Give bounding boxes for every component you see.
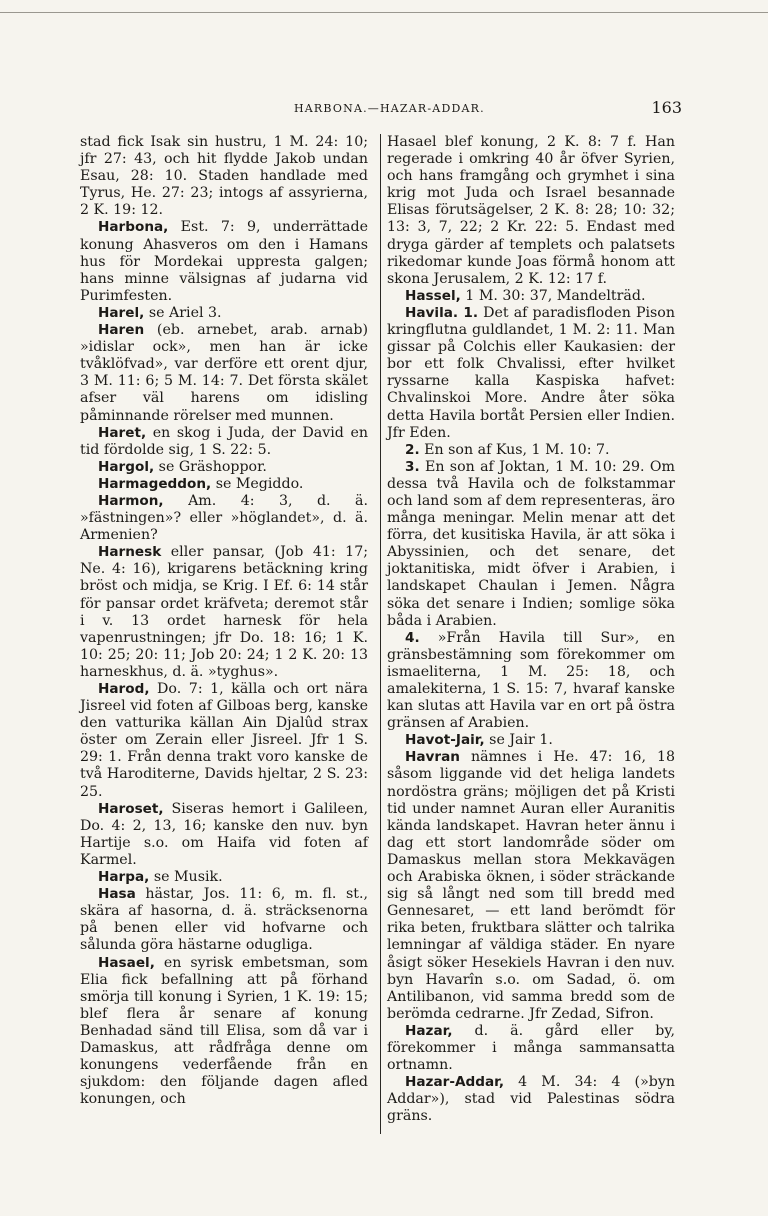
page-number: 163 — [651, 98, 682, 117]
dictionary-entry — [80, 955, 368, 1109]
dictionary-entry — [387, 459, 675, 630]
dictionary-entry — [80, 544, 368, 681]
entry-headword: Hasa — [98, 886, 136, 903]
right-column — [387, 134, 675, 1125]
entry-text: Hasael blef konung, 2 K. 8: 7 f. Han regerade i omkring 40 år öfver Syrien, och hans framgång och grymhet i sina krig mot Juda och Israel besannade Elisas förutsägelser, 2 K. 8: 28; 10: 32; 13: 3, 7, 22; 2 Kr. 22: 5. Endast med dryga gärder af templets och palatsets rikedomar kunde Joas förmå honom att skona Jerusalem, 2 K. 12: 17 f. — [387, 134, 675, 287]
entry-text: stad fick Isak sin hustru, 1 M. 24: 10; jfr 27: 43, och hit flydde Jakob undan Esau, 28: 10. Staden handlade med Tyrus, He. 27: 23; intogs af assyrierna, 2 K. 19: 12. — [80, 134, 368, 219]
entry-text: se Ariel 3. — [144, 304, 222, 321]
entry-text: Do. 7: 1, källa och ort nära Jisreel vid foten af Gilboas berg, kanske den vatturika källan Ain Djalûd strax öster om Zerain eller Jisreel. Jfr 1 S. 29: 1. Från denna trakt voro kanske de två Haroditerne, Davids hjeltar, 2 S. 23: 25. — [80, 681, 368, 800]
entry-headword: Haren — [98, 322, 145, 339]
dictionary-entry — [80, 493, 368, 544]
entry-text: Siseras hemort i Galileen, Do. 4: 2, 13, 16; kanske den nuv. byn Hartije s.o. om Haifa vid foten af Karmel. — [80, 800, 368, 868]
entry-headword: Hazar, — [405, 1022, 453, 1039]
dictionary-entry — [387, 134, 675, 288]
dictionary-entry — [80, 801, 368, 869]
dictionary-entry — [387, 442, 675, 459]
entry-text: Am. 4: 3, d. ä. »fästningen»? eller »höglandet», d. ä. Armenien? — [80, 492, 368, 544]
entry-text: hästar, Jos. 11: 6, m. fl. st., skära af hasorna, d. ä. sträcksenorna på benen eller vid hofvarne och sålunda göra hästarne odugliga. — [80, 886, 368, 954]
dictionary-entry — [80, 869, 368, 886]
entry-headword: Harmageddon, — [98, 475, 212, 492]
entry-text: Est. 7: 9, underrättade konung Ahasveros om den i Hamans hus för Mordekai uppresta galgen; hans minne välsignas af judarna vid Purimfesten. — [80, 219, 368, 304]
entry-headword: Harnesk — [98, 544, 162, 561]
dictionary-entry — [80, 305, 368, 322]
entry-headword: Harpa, — [98, 869, 150, 886]
dictionary-entry — [387, 749, 675, 1023]
entry-headword: Harel, — [98, 304, 145, 321]
dictionary-entry — [80, 681, 368, 801]
dictionary-entry — [80, 886, 368, 954]
dictionary-entry — [80, 476, 368, 493]
entry-headword: Havila. 1. — [405, 304, 479, 321]
entry-text: d. ä. gård eller by, förekommer i många sammansatta ortnamn. — [387, 1022, 675, 1074]
entry-headword: Hassel, — [405, 287, 461, 304]
dictionary-entry — [80, 322, 368, 425]
entry-headword: 3. — [405, 458, 420, 475]
entry-text: En son af Kus, 1 M. 10: 7. — [419, 441, 610, 458]
entry-text: 1 M. 30: 37, Mandelträd. — [460, 287, 646, 304]
entry-text: se Megiddo. — [211, 475, 304, 492]
column-divider — [380, 134, 381, 1134]
entry-headword: Harod, — [98, 681, 150, 697]
left-column — [80, 134, 368, 1108]
running-title: HARBONA.—HAZAR-ADDAR. — [294, 102, 485, 115]
entry-text: se Gräshoppor. — [154, 458, 267, 475]
dictionary-entry — [80, 134, 368, 219]
entry-text: En son af Joktan, 1 M. 10: 29. Om dessa två Havila och de folkstammar och land som af dem representeras, äro många meningar. Melin menar att det förra, det kusitiska Havila, är att söka i Abyssinien, och det senare, det joktanitiska, midt öfver i Arabien, i landskapet Chaulan i Jemen. Några söka det senare i Indien; somlige söka båda i Arabien. — [387, 458, 675, 629]
entry-headword: Hazar-Addar, — [405, 1074, 505, 1091]
page-header — [72, 98, 682, 122]
entry-headword: Haroset, — [98, 800, 164, 817]
entry-text: (eb. arnebet, arab. arnab) »idislar ock», men han är icke tvåklöfvad», var derföre ett orent djur, 3 M. 11: 6; 5 M. 14: 7. Det första skälet afser väl harens om idisling påminnande rörelser med munnen. — [80, 322, 368, 424]
top-rule — [0, 12, 768, 13]
entry-text: nämnes i He. 47: 16, 18 såsom liggande vid det heliga landets nordöstra gräns; möjligen det på Kristi tid under namnet Auran eller Auranitis kända landskapet. Havran heter ännu i dag ett stort landområde söder om Damaskus mellan stora Mekkavägen och Arabiska öknen, i söder sträckande sig så långt ned som till bredd med Gennesaret, — ett land berömdt för rika beten, fruktbara slätter och talrika lemningar af väldiga städer. En nyare åsigt söker Hesekiels Havran i den nuv. byn Havarîn s.o. om Sadad, ö. om Antilibanon, vid samma bredd som de berömda cedrarne. Jfr Zedad, Sifron. — [387, 749, 675, 1022]
dictionary-entry — [80, 459, 368, 476]
entry-text: se Musik. — [149, 869, 223, 886]
dictionary-entry — [387, 288, 675, 305]
dictionary-entry — [387, 630, 675, 733]
entry-headword: Hargol, — [98, 458, 155, 475]
dictionary-entry — [80, 219, 368, 304]
entry-headword: Harmon, — [98, 492, 164, 509]
dictionary-entry — [387, 305, 675, 442]
dictionary-entry — [387, 1023, 675, 1074]
entry-headword: Harbona, — [98, 219, 169, 236]
entry-headword: Havran — [405, 749, 460, 766]
entry-headword: Haret, — [98, 424, 147, 441]
dictionary-entry — [387, 732, 675, 749]
entry-headword: Hasael, — [98, 954, 155, 971]
dictionary-entry — [387, 1074, 675, 1125]
entry-text: eller pansar, (Job 41: 17; Ne. 4: 16), krigarens betäckning kring bröst och midja, se Krig. I Ef. 6: 14 står för pansar ordet kräfveta; deremot står i v. 13 ordet harnesk för hela vapenrustningen; jfr Do. 18: 16; 1 K. 10: 25; 20: 11; Job 20: 24; 1 2 K. 20: 13 harneskhus, d. ä. »tyghus». — [80, 544, 368, 680]
entry-text: 4 M. 34: 4 (»byn Addar»), stad vid Palestinas södra gräns. — [387, 1074, 675, 1125]
entry-headword: 2. — [405, 441, 420, 458]
entry-text: en syrisk embetsman, som Elia fick befallning att på förhand smörja till konung i Syrien, 1 K. 19: 15; blef flera år senare af konung Benhadad sänd till Elisa, som då var i Damaskus, att rådfråga denne om konungens vederfående från en sjukdom: den följande dagen afled konungen, och — [80, 954, 368, 1108]
entry-text: Det af paradisfloden Pison kringflutna guldlandet, 1 M. 2: 11. Man gissar på Colchis eller Kaukasien: der bor ett folk Chvalissi, efter hvilket ryssarne kalla Kaspiska hafvet: Chvalinskoi More. Andre åter söka detta Havila bortåt Persien eller Indien. Jfr Eden. — [387, 304, 675, 441]
entry-text: se Jair 1. — [484, 732, 553, 749]
entry-headword: 4. — [405, 629, 420, 646]
dictionary-entry — [80, 425, 368, 459]
entry-text: en skog i Juda, der David en tid fördolde sig, 1 S. 22: 5. — [80, 424, 368, 458]
entry-text: »Från Havila till Sur», en gränsbestämning som förekommer om ismaeliterna, 1 M. 25: 18, och amalekiterna, 1 S. 15: 7, hvaraf kanske kan slutas att Havila var en ort på östra gränsen af Arabien. — [387, 629, 675, 732]
entry-headword: Havot-Jair, — [405, 732, 485, 749]
